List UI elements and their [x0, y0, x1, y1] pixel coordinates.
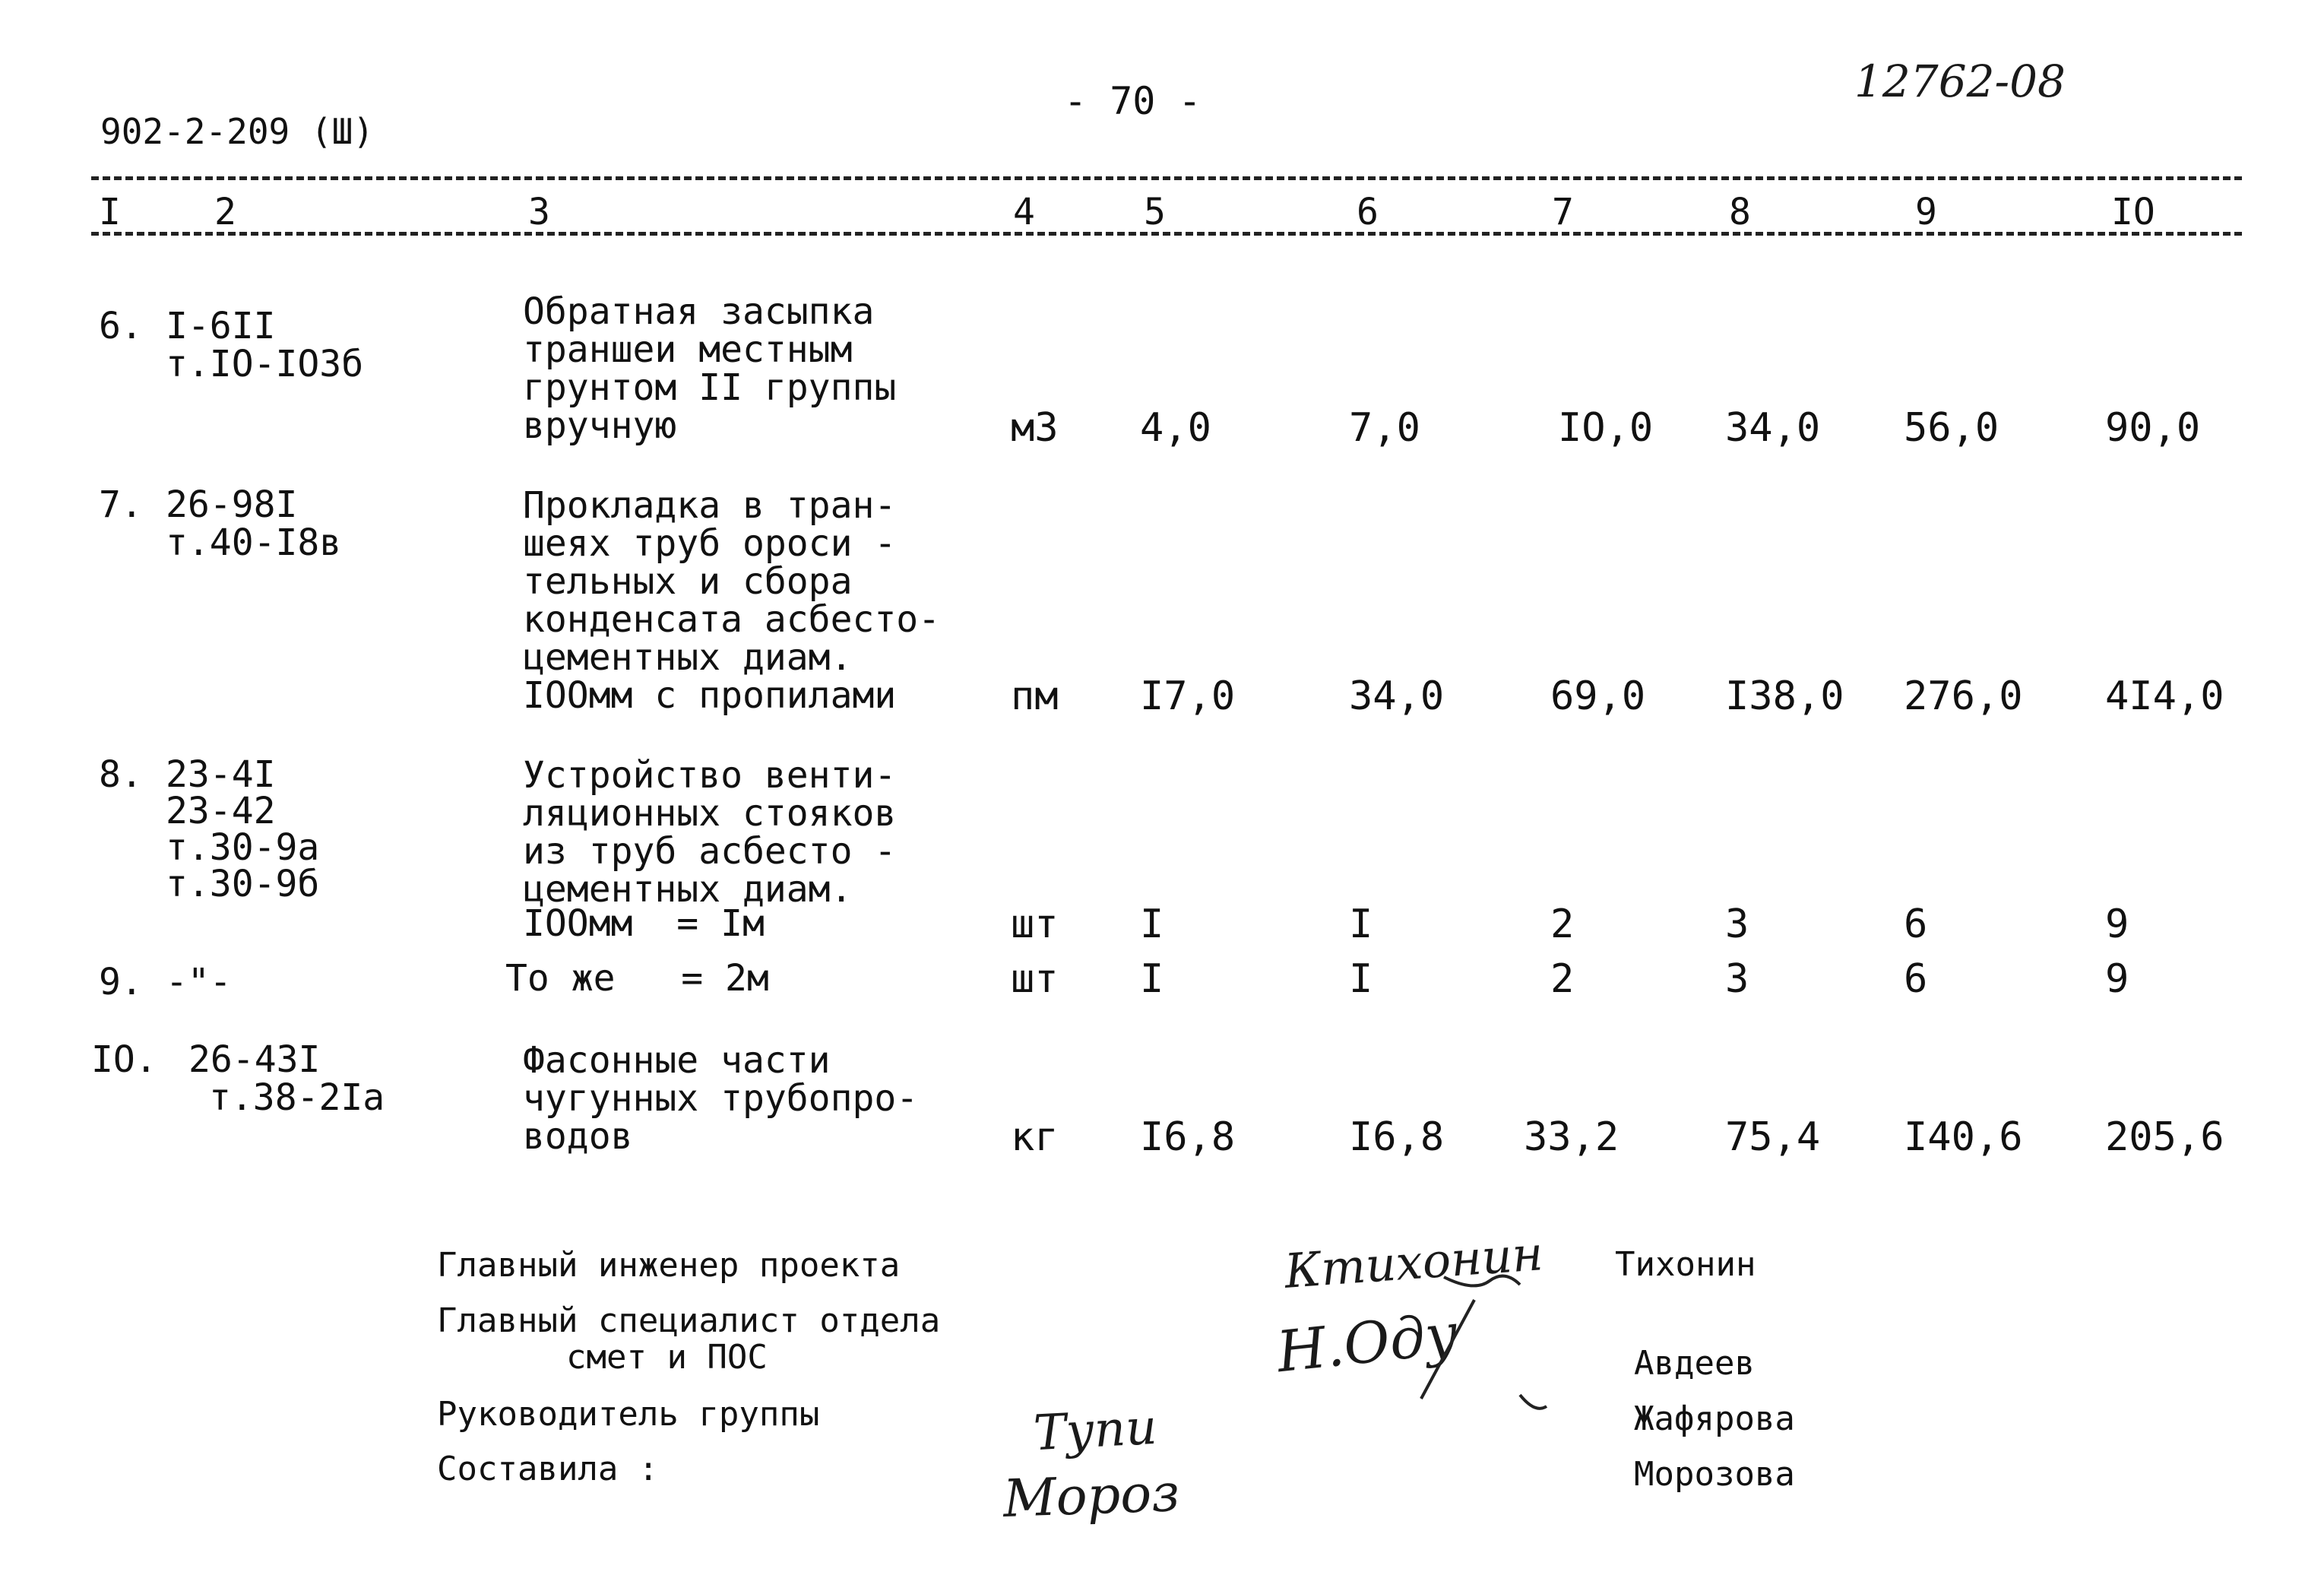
chief-specialist-title: Главный специалист отдела	[437, 1301, 941, 1340]
row-value-col7: IO,0	[1558, 405, 1654, 451]
signature-khafyarova: Тупи	[1032, 1399, 1159, 1463]
col-header-5: 5	[1144, 191, 1166, 233]
row-number: 8.	[99, 753, 143, 796]
row-code-line: 26-43I	[188, 1038, 321, 1081]
col-header-10: IO	[2111, 191, 2155, 233]
row-desc-line: Устройство венти-	[523, 754, 897, 797]
row-code-line: т.30-9б	[166, 863, 320, 905]
row-value-col7: 33,2	[1524, 1114, 1620, 1160]
row-desc-line: тельных и сбора	[523, 560, 853, 603]
row-desc-line: вручную	[523, 404, 677, 447]
row-value-col7: 69,0	[1550, 673, 1646, 719]
row-desc-line: грунтом II группы	[523, 366, 897, 409]
row-value-col7: 2	[1550, 902, 1575, 947]
row-value-col10: 9	[2105, 956, 2129, 1002]
row-value-col9: 6	[1904, 956, 1928, 1002]
signature-morozova: Мороз	[1002, 1463, 1181, 1530]
row-code-line: т.40-I8в	[166, 521, 342, 564]
row-value-col6: I6,8	[1349, 1114, 1445, 1160]
row-unit: пм	[1011, 673, 1059, 719]
row-code-line: 26-98I	[166, 483, 298, 526]
row-desc-line: Прокладка в тран-	[523, 484, 897, 527]
row-value-col6: 7,0	[1349, 405, 1420, 451]
row-value-col8: I38,0	[1725, 673, 1844, 719]
chief-specialist-title-2: смет и ПОС	[566, 1338, 768, 1377]
row-unit: шт	[1011, 956, 1059, 1002]
col-header-3: 3	[528, 191, 550, 233]
compiled-by-title: Составила :	[437, 1450, 659, 1488]
row-value-col9: 276,0	[1904, 673, 2023, 719]
chief-engineer-title: Главный инженер проекта	[437, 1246, 901, 1285]
col-header-9: 9	[1915, 191, 1937, 233]
row-code-line: т.IO-IO3б	[166, 343, 364, 385]
row-unit: м3	[1011, 405, 1059, 451]
col-header-8: 8	[1729, 191, 1751, 233]
row-value-col9: I40,6	[1904, 1114, 2023, 1160]
row-number: 6.	[99, 305, 143, 347]
row-desc-line: цементных диам.	[523, 636, 853, 679]
row-desc-line: Обратная засыпка	[523, 290, 875, 333]
compiled-by-name: Морозова	[1634, 1455, 1795, 1494]
row-value-col8: 34,0	[1725, 405, 1821, 451]
chief-engineer-name: Тихонин	[1615, 1245, 1756, 1284]
row-number: IO.	[91, 1038, 157, 1081]
row-value-col6: I	[1349, 956, 1373, 1002]
row-desc-line: шеях труб ороси -	[523, 522, 897, 565]
group-leader-name: Жафярова	[1634, 1399, 1795, 1438]
signature-tikhonin: Ктихонин	[1282, 1225, 1545, 1299]
row-unit: шт	[1011, 902, 1059, 947]
row-value-col6: I	[1349, 902, 1373, 947]
row-value-col10: 90,0	[2105, 405, 2201, 451]
row-value-col7: 2	[1550, 956, 1575, 1002]
row-desc-line: водов	[523, 1115, 633, 1158]
row-value-col8: 3	[1725, 902, 1749, 947]
chief-specialist-name: Авдеев	[1634, 1344, 1755, 1383]
row-code-line: 23-42	[166, 790, 276, 832]
page-number: - 70 -	[1064, 79, 1202, 123]
row-value-col5: I	[1140, 902, 1164, 947]
row-desc-line: IOOмм с пропилами	[523, 674, 897, 717]
row-value-col8: 75,4	[1725, 1114, 1821, 1160]
row-value-col5: I	[1140, 956, 1164, 1002]
row-value-col10: 9	[2105, 902, 2129, 947]
row-value-col6: 34,0	[1349, 673, 1445, 719]
row-number: 9.	[99, 961, 143, 1003]
row-desc-line: IOOмм = Iм	[523, 902, 765, 945]
row-code-line: I-6II	[166, 305, 276, 347]
row-desc-line: траншеи местным	[523, 328, 853, 371]
row-code-line: т.38-2Iа	[209, 1076, 385, 1119]
col-header-6: 6	[1357, 191, 1379, 233]
row-desc-line: Фасонные части	[523, 1039, 831, 1082]
doc-code: 902-2-209 (Ш)	[100, 111, 375, 152]
row-desc-line: конденсата асбесто-	[523, 598, 941, 641]
group-leader-title: Руководитель группы	[437, 1395, 820, 1434]
row-desc-line: чугунных трубопро-	[523, 1077, 919, 1120]
col-header-4: 4	[1013, 191, 1035, 233]
col-header-2: 2	[214, 191, 236, 233]
row-desc-line: ляционных стояков	[523, 792, 897, 835]
row-code-line: т.30-9а	[166, 826, 320, 869]
row-number: 7.	[99, 483, 143, 526]
archive-number: 12762-08	[1854, 55, 2066, 107]
signature-avdeev: Н.Оду	[1274, 1301, 1461, 1386]
row-desc-line: из труб асбесто -	[523, 830, 897, 873]
row-value-col8: 3	[1725, 956, 1749, 1002]
signature-flourish	[1246, 1209, 1550, 1376]
header-top-rule	[91, 176, 2242, 180]
row-code-line: -"-	[166, 961, 232, 1003]
row-desc-line: цементных диам.	[523, 868, 853, 911]
row-value-col9: 56,0	[1904, 405, 1999, 451]
row-desc-line: То же = 2м	[505, 957, 769, 1000]
row-value-col5: 4,0	[1140, 405, 1211, 451]
col-header-1: I	[99, 191, 121, 233]
row-code-line: 23-4I	[166, 753, 276, 796]
col-header-7: 7	[1552, 191, 1574, 233]
row-value-col5: I6,8	[1140, 1114, 1236, 1160]
row-value-col9: 6	[1904, 902, 1928, 947]
row-value-col5: I7,0	[1140, 673, 1236, 719]
row-value-col10: 205,6	[2105, 1114, 2224, 1160]
row-unit: кг	[1011, 1114, 1059, 1160]
row-value-col10: 4I4,0	[2105, 673, 2224, 719]
